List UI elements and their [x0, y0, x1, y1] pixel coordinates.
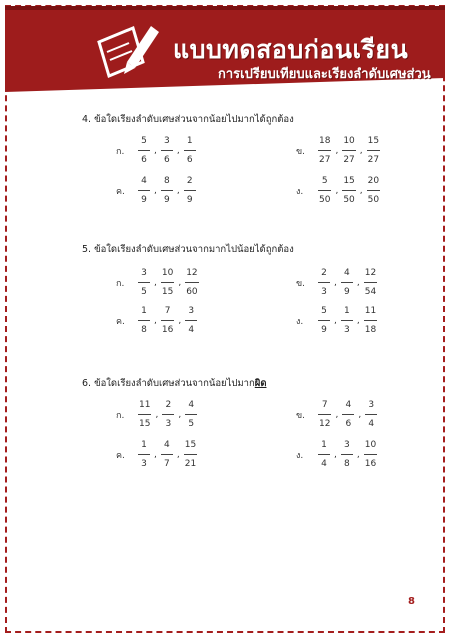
q5-choice-c[interactable] [116, 306, 197, 335]
denominator: 15 [161, 287, 174, 297]
fraction [138, 440, 150, 469]
numerator: 7 [164, 306, 171, 316]
numerator: 7 [321, 400, 328, 410]
numerator: 5 [141, 136, 147, 146]
fraction-bar [184, 454, 197, 455]
denominator: 9 [186, 195, 193, 205]
choice-label: ก. [116, 146, 125, 157]
numerator: 3 [344, 440, 350, 450]
numerator: 1 [141, 440, 147, 450]
denominator: 3 [321, 287, 327, 297]
fraction [341, 268, 353, 297]
fraction [161, 268, 174, 297]
fraction-bar [162, 414, 174, 415]
fraction [318, 400, 331, 429]
fraction [138, 268, 150, 297]
fraction [342, 176, 355, 205]
numerator: 1 [141, 306, 147, 316]
comma-separator: , [176, 185, 180, 196]
comma-separator: , [154, 185, 157, 196]
choice-label: ข. [296, 146, 306, 157]
numerator: 15 [343, 176, 355, 186]
choice-label: ก. [116, 410, 125, 421]
numerator: 10 [343, 136, 355, 146]
fraction-bar [318, 282, 330, 283]
fraction-bar [185, 320, 197, 321]
fraction [318, 176, 331, 205]
fraction-bar [184, 190, 196, 191]
choice-label: ค. [116, 316, 125, 327]
numerator: 18 [319, 136, 331, 146]
fraction-bar [161, 150, 173, 151]
numerator: 11 [364, 306, 377, 316]
denominator: 9 [164, 195, 170, 205]
q5-choice-d[interactable] [296, 306, 377, 335]
fraction-bar [367, 150, 380, 151]
numerator: 3 [141, 268, 147, 278]
numerator: 8 [164, 176, 170, 186]
denominator: 21 [184, 459, 197, 469]
fraction [184, 176, 196, 205]
fraction-bar [138, 150, 150, 151]
denominator: 60 [186, 287, 198, 297]
denominator: 50 [319, 195, 331, 205]
denominator: 16 [364, 459, 377, 469]
fraction-bar [341, 320, 353, 321]
numerator: 10 [364, 440, 377, 450]
fraction [138, 176, 150, 205]
denominator: 6 [345, 419, 352, 429]
choice-label: ง. [296, 186, 304, 197]
question-4-text: 4. ข้อใดเรียงลำดับเศษส่วนจากน้อยไปมากได้ถูกต้อง [82, 114, 294, 125]
q6-choice-d[interactable] [296, 440, 377, 469]
q5-choice-a[interactable] [116, 268, 199, 297]
question-5-text: 5. ข้อใดเรียงลำดับเศษส่วนจากมากไปน้อยได้ถูกต้อง [82, 244, 294, 255]
denominator: 50 [343, 195, 355, 205]
q4-choice-d[interactable] [296, 176, 380, 205]
denominator: 54 [364, 287, 377, 297]
fraction [138, 306, 150, 335]
numerator: 1 [344, 306, 350, 316]
numerator: 5 [321, 306, 327, 316]
fraction-bar [138, 190, 150, 191]
comma-separator: , [335, 185, 339, 196]
fraction [318, 306, 330, 335]
worksheet-title: แบบทดสอบก่อนเรียน [173, 35, 409, 64]
numerator: 4 [188, 400, 195, 410]
q4-choice-b[interactable] [296, 136, 380, 165]
fraction-bar [318, 150, 331, 151]
fraction-bar [341, 454, 353, 455]
denominator: 5 [188, 419, 195, 429]
denominator: 5 [141, 287, 147, 297]
comma-separator: , [154, 145, 157, 156]
denominator: 4 [188, 325, 195, 335]
fraction [185, 400, 197, 429]
numerator: 4 [141, 176, 147, 186]
comma-separator: , [178, 409, 182, 420]
worksheet-subtitle: การเปรียบเทียบและเรียงลำดับเศษส่วน [218, 67, 431, 82]
numerator: 1 [186, 136, 193, 146]
comma-separator: , [334, 449, 337, 460]
fraction [364, 306, 377, 335]
denominator: 27 [319, 155, 331, 165]
denominator: 12 [319, 419, 331, 429]
denominator: 8 [344, 459, 350, 469]
fraction-bar [364, 282, 377, 283]
fraction [341, 440, 353, 469]
numerator: 3 [368, 400, 375, 410]
numerator: 5 [321, 176, 328, 186]
fraction-bar [342, 150, 355, 151]
comma-separator: , [334, 277, 337, 288]
denominator: 4 [321, 459, 327, 469]
question-6-text: 6. ข้อใดเรียงลำดับเศษส่วนจากน้อยไปมาก [82, 378, 255, 389]
fraction-bar [341, 282, 353, 283]
fraction [185, 268, 198, 297]
choice-label: ง. [296, 316, 304, 327]
fraction-bar [318, 190, 331, 191]
question-6-emphasis: ผิด [254, 378, 267, 389]
question-5 [82, 242, 294, 257]
comma-separator: , [359, 145, 363, 156]
numerator: 10 [161, 268, 174, 278]
comma-separator: , [155, 409, 159, 420]
denominator: 50 [367, 195, 380, 205]
fraction-bar [161, 190, 173, 191]
fraction-bar [138, 414, 151, 415]
denominator: 16 [161, 325, 174, 335]
denominator: 3 [165, 419, 172, 429]
numerator: 1 [321, 440, 327, 450]
numerator: 2 [321, 268, 327, 278]
numerator: 12 [186, 268, 198, 278]
choice-label: ข. [296, 410, 306, 421]
fraction-bar [318, 454, 330, 455]
denominator: 4 [368, 419, 375, 429]
denominator: 27 [343, 155, 355, 165]
comma-separator: , [356, 449, 360, 460]
denominator: 9 [344, 287, 350, 297]
comma-separator: , [356, 315, 360, 326]
numerator: 4 [345, 400, 352, 410]
fraction-bar [342, 190, 355, 191]
denominator: 6 [141, 155, 147, 165]
fraction-bar [185, 282, 198, 283]
numerator: 12 [364, 268, 377, 278]
numerator: 15 [367, 136, 380, 146]
fraction-bar [161, 454, 173, 455]
fraction-bar [342, 414, 354, 415]
comma-separator: , [178, 277, 182, 288]
denominator: 18 [364, 325, 377, 335]
comma-separator: , [334, 315, 337, 326]
denominator: 27 [367, 155, 380, 165]
choice-label: ข. [296, 278, 306, 289]
header-banner [5, 6, 445, 92]
fraction-bar [138, 454, 150, 455]
q6-choice-c[interactable] [116, 440, 197, 469]
comma-separator: , [335, 409, 339, 420]
fraction [367, 136, 380, 165]
question-6 [82, 376, 267, 391]
numerator: 11 [139, 400, 151, 410]
denominator: 8 [141, 325, 147, 335]
q6-choice-a[interactable] [116, 400, 197, 429]
choice-label: ค. [116, 450, 125, 461]
fraction [161, 440, 173, 469]
denominator: 9 [141, 195, 147, 205]
comma-separator: , [359, 185, 363, 196]
fraction [161, 306, 174, 335]
comma-separator: , [154, 277, 157, 288]
fraction [138, 136, 150, 165]
denominator: 3 [344, 325, 350, 335]
fraction [138, 400, 151, 429]
fraction-bar [161, 282, 174, 283]
q5-choice-b[interactable] [296, 268, 377, 297]
fraction-bar [138, 282, 150, 283]
fraction-bar [318, 414, 331, 415]
fraction [318, 440, 330, 469]
choice-label: ก. [116, 278, 125, 289]
denominator: 15 [139, 419, 151, 429]
fraction-bar [367, 190, 380, 191]
numerator: 3 [164, 136, 170, 146]
numerator: 15 [184, 440, 197, 450]
fraction-bar [161, 320, 174, 321]
fraction [342, 136, 355, 165]
comma-separator: , [335, 145, 339, 156]
comma-separator: , [178, 315, 182, 326]
choice-label: ค. [116, 186, 125, 197]
denominator: 9 [321, 325, 327, 335]
fraction [318, 136, 331, 165]
q4-choice-c[interactable] [116, 176, 196, 205]
page-number: 8 [408, 596, 415, 607]
numerator: 3 [188, 306, 195, 316]
comma-separator: , [356, 277, 360, 288]
fraction [318, 268, 330, 297]
q6-choice-b[interactable] [296, 400, 377, 429]
numerator: 20 [367, 176, 380, 186]
q4-choice-a[interactable] [116, 136, 196, 165]
numerator: 4 [164, 440, 170, 450]
fraction [342, 400, 354, 429]
denominator: 6 [164, 155, 170, 165]
fraction [184, 136, 196, 165]
fraction-bar [138, 320, 150, 321]
denominator: 3 [141, 459, 147, 469]
comma-separator: , [176, 145, 180, 156]
fraction-bar [184, 150, 196, 151]
fraction-bar [365, 414, 377, 415]
comma-separator: , [358, 409, 362, 420]
comma-separator: , [154, 449, 157, 460]
fraction [367, 176, 380, 205]
fraction [161, 176, 173, 205]
denominator: 7 [164, 459, 170, 469]
question-4 [82, 112, 294, 127]
comma-separator: , [154, 315, 157, 326]
fraction [364, 440, 377, 469]
fraction-bar [185, 414, 197, 415]
fraction [364, 268, 377, 297]
fraction [162, 400, 174, 429]
fraction [161, 136, 173, 165]
fraction [184, 440, 197, 469]
fraction [365, 400, 377, 429]
fraction [341, 306, 353, 335]
denominator: 6 [186, 155, 193, 165]
fraction-bar [318, 320, 330, 321]
comma-separator: , [176, 449, 180, 460]
choice-label: ง. [296, 450, 304, 461]
fraction-bar [364, 454, 377, 455]
fraction-bar [364, 320, 377, 321]
numerator: 2 [165, 400, 172, 410]
fraction [185, 306, 197, 335]
page-border [5, 5, 445, 633]
numerator: 2 [186, 176, 193, 186]
numerator: 4 [344, 268, 350, 278]
